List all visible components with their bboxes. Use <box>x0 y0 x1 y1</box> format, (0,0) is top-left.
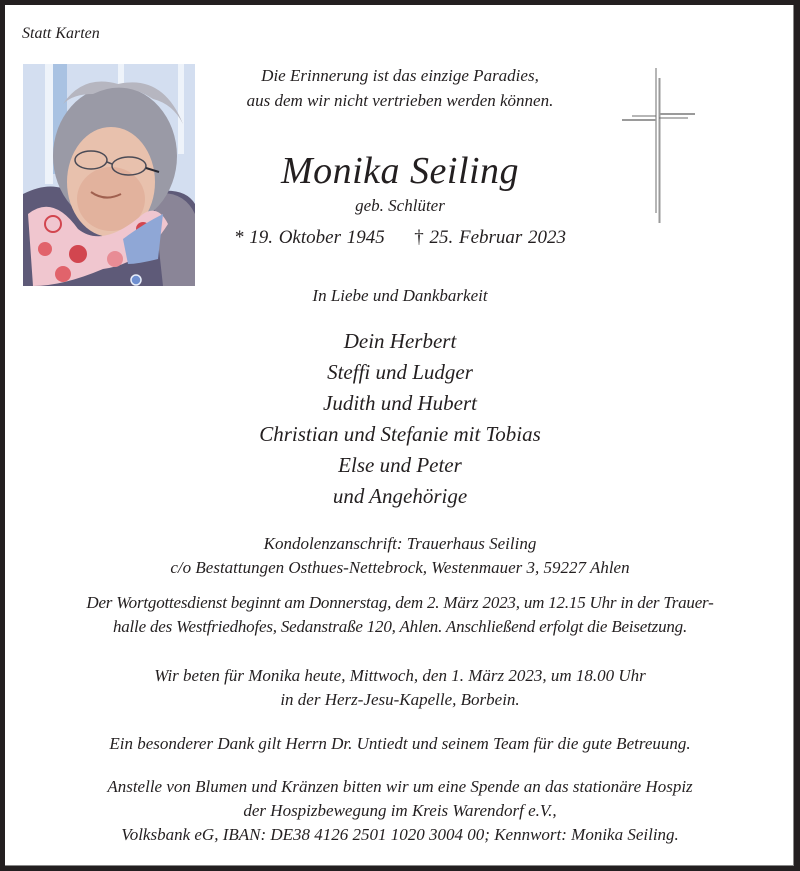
donation-line: Volksbank eG, IBAN: DE38 4126 2501 1020 3004 00; Kennwort: Monika Seiling. <box>121 825 679 844</box>
statt-karten-label: Statt Karten <box>22 25 100 42</box>
motto-quote <box>205 63 595 113</box>
condolence-address <box>50 532 750 580</box>
mourner-item: Steffi und Ludger <box>327 360 473 384</box>
motto-line: aus dem wir nicht vertrieben werden können. <box>246 91 554 110</box>
mourners-list <box>100 326 700 512</box>
donation-line: Anstelle von Blumen und Kränzen bitten wir um eine Spende an das stationäre Hospiz <box>107 777 693 796</box>
mourner-item: und Angehörige <box>332 484 468 508</box>
address-line: Kondolenzanschrift: Trauerhaus Seiling <box>263 534 537 553</box>
prayer-line: Wir beten für Monika heute, Mittwoch, den 1. März 2023, um 18.00 Uhr <box>154 666 646 685</box>
life-dates <box>200 226 600 250</box>
portrait-photo-icon <box>23 64 195 286</box>
motto-line: Die Erinnerung ist das einzige Paradies, <box>261 66 539 85</box>
service-info <box>20 591 780 639</box>
service-line: halle des Westfriedhofes, Sedanstraße 120, Ahlen. Anschließend erfolgt die Beisetzung. <box>112 617 688 636</box>
donation-info <box>30 775 770 847</box>
death-date: 25. Februar 2023 <box>429 227 567 248</box>
cross-icon <box>615 68 695 228</box>
service-line: Der Wortgottesdienst beginnt am Donnerstag, dem 2. März 2023, um 12.15 Uhr in der Trauer- <box>86 593 714 612</box>
thanks-note: Ein besonderer Dank gilt Herrn Dr. Untiedt und seinem Team für die gute Betreuung. <box>109 734 691 753</box>
prayer-line: in der Herz-Jesu-Kapelle, Borbein. <box>280 690 520 709</box>
prayer-info <box>50 664 750 712</box>
portrait-photo <box>23 64 195 286</box>
death-dagger-icon: † <box>414 227 424 248</box>
mourner-item: Judith und Hubert <box>323 391 477 415</box>
donation-line: der Hospizbewegung im Kreis Warendorf e.V., <box>243 801 557 820</box>
address-line: c/o Bestattungen Osthues-Nettebrock, Westenmauer 3, 59227 Ahlen <box>170 558 630 577</box>
birth-symbol: * <box>233 227 244 248</box>
deceased-name: Monika Seiling <box>280 150 520 192</box>
maiden-name: geb. Schlüter <box>355 196 445 215</box>
dedication-text: In Liebe und Dankbarkeit <box>312 286 488 305</box>
mourner-item: Dein Herbert <box>343 329 457 353</box>
mourner-item: Else und Peter <box>338 453 462 477</box>
obituary-card <box>5 5 794 866</box>
mourner-item: Christian und Stefanie mit Tobias <box>259 422 541 446</box>
birth-date: 19. Oktober 1945 <box>249 227 385 248</box>
